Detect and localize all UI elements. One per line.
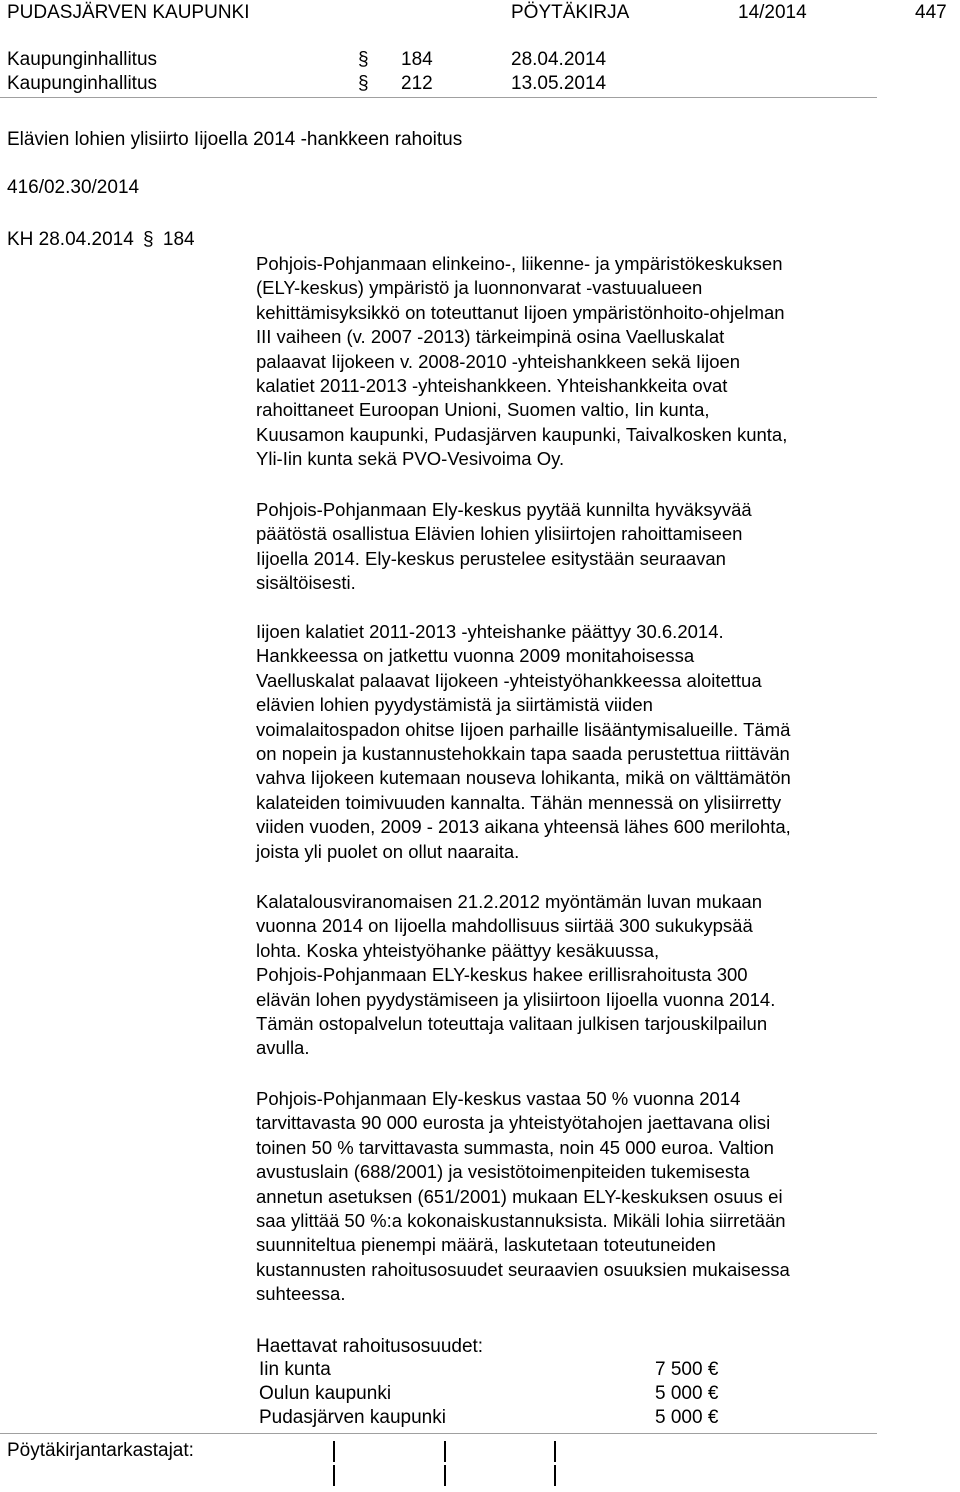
paragraph-line: vahva Iijokeen kutemaan nouseva lohikanta, mikä on välttämätön <box>256 767 791 789</box>
paragraph-line: Iijoella 2014. Ely-keskus perustelee esitystään seuraavan <box>256 547 726 569</box>
paragraph-line: kalateiden toimivuuden kannalta. Tähän mennessä on ylisiirretty <box>256 791 782 813</box>
paragraph-line: kalatiet 2011-2013 -yhteishankkeen. Yhteishankkeita ovat <box>256 375 728 397</box>
signature-divider <box>554 1465 556 1486</box>
paragraph-line: Kuusamon kaupunki, Pudasjärven kaupunki, Taivalkosken kunta, <box>256 423 788 445</box>
paragraph-line: toinen 50 % tarvittavasta summasta, noin 45 000 euroa. Valtion <box>256 1136 774 1158</box>
issue-number: 14/2014 <box>738 2 807 23</box>
paragraph-line: kehittämisyksikkö on toteuttanut Iijoen ympäristönhoito-ohjelman <box>256 301 785 323</box>
paragraph-line: III vaiheen (v. 2007 -2013) tärkeimpinä osina Vaelluskalat <box>256 326 725 348</box>
paragraph-line: saa ylittää 50 %:a kokonaiskustannuksista. Mikäli lohia siirretään <box>256 1210 786 1232</box>
paragraph-line: päätöstä osallistua Elävien lohien ylisiirtojen rahoittamiseen <box>256 523 743 545</box>
meeting-section: 184 <box>401 49 433 70</box>
paragraph-line: elävän lohen pyydystämiseen ja ylisiirtoon Iijoella vuonna 2014. <box>256 988 776 1010</box>
paragraph-line: avulla. <box>256 1037 310 1059</box>
paragraph-line: vuonna 2014 on Iijoella mahdollisuus siirtää 300 sukukypsää <box>256 915 753 937</box>
paragraph <box>256 252 876 472</box>
page-number: 447 <box>915 2 947 23</box>
case-number: 416/02.30/2014 <box>7 177 140 198</box>
paragraph <box>256 498 876 596</box>
meeting-section: 212 <box>401 73 433 94</box>
signature-divider <box>554 1441 556 1462</box>
kh-date: KH 28.04.2014 <box>7 229 134 250</box>
paragraph-line: Iijoen kalatiet 2011-2013 -yhteishanke päättyy 30.6.2014. <box>256 621 724 642</box>
paragraph-line: on nopein ja kustannustehokkain tapa saada perustettua riittävän <box>256 743 790 765</box>
funding-amount: 5 000 € <box>655 1407 719 1428</box>
paragraph-line: voimalaitospadon ohitse Iijoen parhaille lisääntymisalueille. Tämä <box>256 718 791 740</box>
funding-name: Pudasjärven kaupunki <box>259 1407 446 1428</box>
document-title: Elävien lohien ylisiirto Iijoella 2014 -hankkeen rahoitus <box>7 129 463 150</box>
meeting-body: Kaupunginhallitus <box>7 49 158 70</box>
header-divider <box>0 97 877 98</box>
paragraph-line: Hankkeessa on jatkettu vuonna 2009 monitahoisessa <box>256 645 695 667</box>
paragraph-line: viiden vuoden, 2009 - 2013 aikana yhteensä lähes 600 merilohta, <box>256 816 791 838</box>
paragraph-line: Pohjois-Pohjanmaan Ely-keskus vastaa 50 % vuonna 2014 <box>256 1088 741 1109</box>
funding-amount: 5 000 € <box>655 1383 719 1404</box>
paragraph-line: Pohjois-Pohjanmaan ELY-keskus hakee erillisrahoitusta 300 <box>256 964 748 986</box>
funding-amount: 7 500 € <box>655 1359 719 1380</box>
paragraph-line: joista yli puolet on ollut naaraita. <box>256 840 520 862</box>
paragraph <box>256 1087 876 1307</box>
meeting-date: 13.05.2014 <box>511 73 607 94</box>
paragraph-line: Kalatalousviranomaisen 21.2.2012 myöntämän luvan mukaan <box>256 891 762 912</box>
reviewers-label: Pöytäkirjantarkastajat: <box>7 1440 194 1461</box>
section-sign-icon: § <box>143 229 154 250</box>
funding-heading: Haettavat rahoitusosuudet: <box>256 1336 484 1357</box>
paragraph-line: palaavat Iijokeen v. 2008-2010 -yhteishankkeen sekä Iijoen <box>256 350 741 372</box>
paragraph-line: kustannusten rahoitusosuudet seuraavien osuuksien mukaisessa <box>256 1258 790 1280</box>
paragraph-line: rahoittaneet Euroopan Unioni, Suomen valtio, Iin kunta, <box>256 399 710 421</box>
paragraph-line: Pohjois-Pohjanmaan elinkeino-, liikenne- ja ympäristökeskuksen <box>256 253 783 274</box>
doc-type: PÖYTÄKIRJA <box>511 2 630 23</box>
paragraph-line: Vaelluskalat palaavat Iijokeen -yhteistyöhankkeessa aloitettua <box>256 669 762 691</box>
kh-reference <box>7 228 195 252</box>
paragraph <box>256 890 876 1061</box>
signature-divider <box>333 1441 335 1462</box>
paragraph-line: (ELY-keskus) ympäristö ja luonnonvarat -vastuualueen <box>256 277 703 299</box>
signature-divider <box>444 1465 446 1486</box>
kh-section: 184 <box>162 229 195 250</box>
meeting-body: Kaupunginhallitus <box>7 73 158 94</box>
paragraph-line: Tämän ostopalvelun toteuttaja valitaan julkisen tarjouskilpailun <box>256 1013 768 1035</box>
funding-name: Iin kunta <box>259 1359 331 1380</box>
paragraph-line: avustuslain (688/2001) ja vesistötoimenpiteiden tukemisesta <box>256 1161 750 1183</box>
paragraph-line: Yli-Iin kunta sekä PVO-Vesivoima Oy. <box>256 448 565 470</box>
paragraph <box>256 620 876 864</box>
footer-divider <box>0 1433 877 1434</box>
paragraph-line: sisältöisesti. <box>256 572 356 594</box>
paragraph-line: Pohjois-Pohjanmaan Ely-keskus pyytää kunnilta hyväksyvää <box>256 499 752 520</box>
organization-name: PUDASJÄRVEN KAUPUNKI <box>7 2 250 23</box>
meeting-date: 28.04.2014 <box>511 49 607 70</box>
funding-name: Oulun kaupunki <box>259 1383 392 1404</box>
paragraph-line: suhteessa. <box>256 1283 346 1305</box>
paragraph-line: elävien lohien pyydystämistä ja siirtämistä viiden <box>256 694 653 716</box>
signature-divider <box>444 1441 446 1462</box>
section-sign-icon: § <box>358 73 369 94</box>
paragraph-line: tarvittavasta 90 000 eurosta ja yhteistyötahojen jaettavana olisi <box>256 1112 771 1134</box>
paragraph-line: lohta. Koska yhteistyöhanke päättyy kesäkuussa, <box>256 939 660 961</box>
paragraph-line: suunniteltua pienempi määrä, laskutetaan toteutuneiden <box>256 1234 716 1256</box>
paragraph-line: annetun asetuksen (651/2001) mukaan ELY-keskuksen osuus ei <box>256 1185 783 1207</box>
section-sign-icon: § <box>358 49 369 70</box>
signature-divider <box>333 1465 335 1486</box>
